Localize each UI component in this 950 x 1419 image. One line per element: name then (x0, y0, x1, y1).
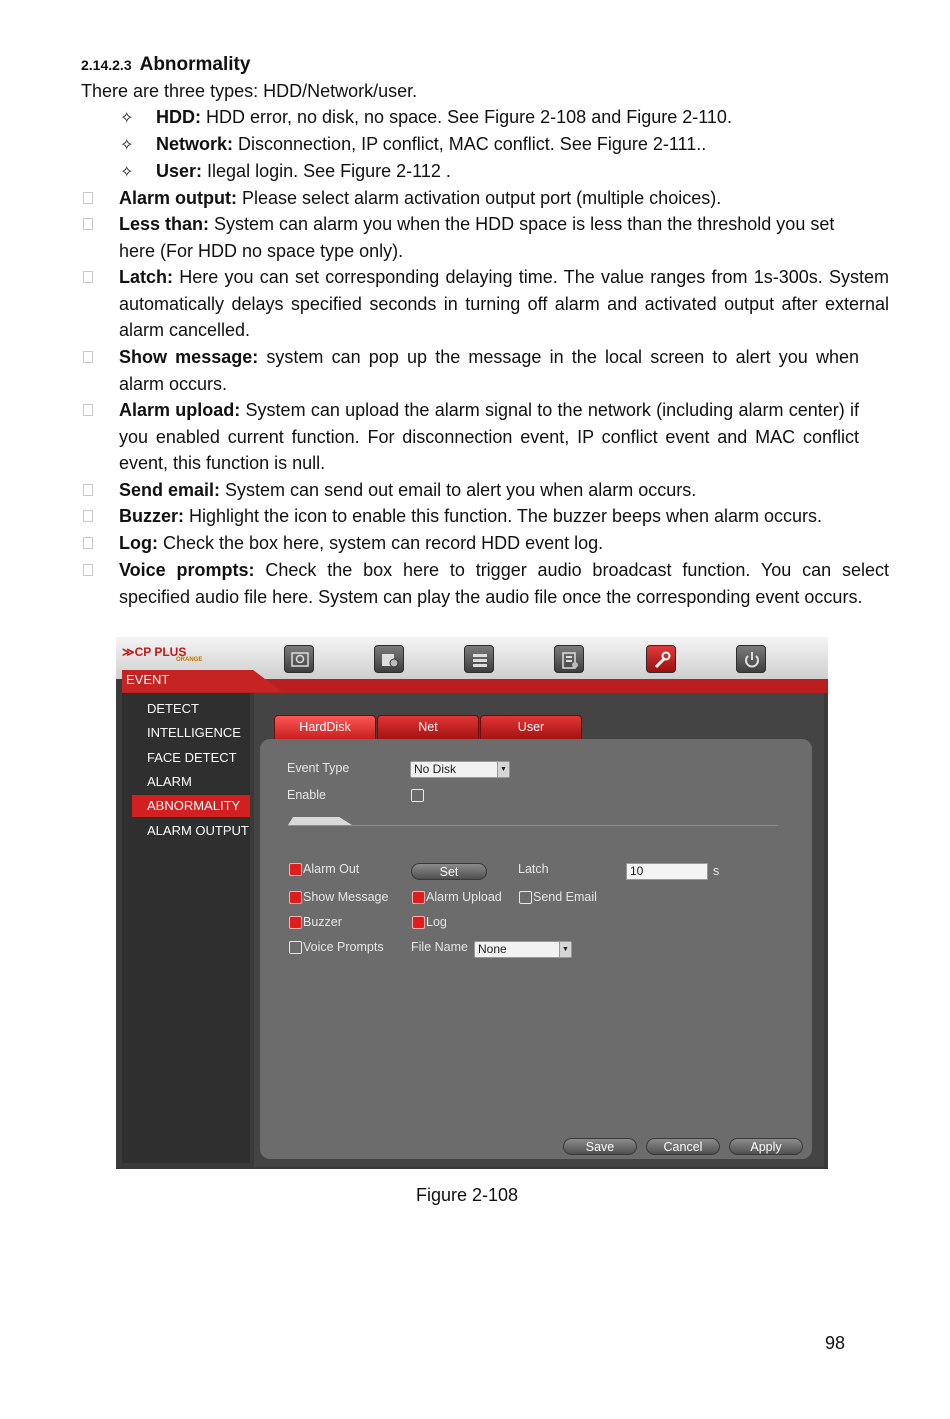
send-email-label: Send Email (533, 890, 597, 904)
square-bullet-icon (83, 351, 93, 363)
file-name-label: File Name (411, 940, 468, 954)
dvr-screenshot (116, 637, 828, 1169)
chevron-down-icon: ▼ (559, 942, 571, 957)
voice-prompts-checkbox[interactable] (289, 941, 302, 954)
intro-text: There are three types: HDD/Network/user. (81, 81, 418, 101)
event-type-select[interactable]: No Disk ▼ (410, 761, 510, 778)
nav-item-alarm[interactable]: ALARM (147, 774, 192, 789)
buzzer-label: Buzzer (303, 915, 342, 929)
file-name-select[interactable]: None ▼ (474, 941, 572, 958)
alarm-out-label: Alarm Out (303, 862, 360, 876)
voice-prompts-label: Voice Prompts (303, 940, 384, 954)
diamond-bullet-icon: ✧ (120, 110, 134, 127)
nav-item-face-detect[interactable]: FACE DETECT (147, 750, 237, 765)
section-title: Abnormality (139, 54, 251, 75)
buzzer-checkbox[interactable] (289, 916, 302, 929)
show-message-checkbox[interactable] (289, 891, 302, 904)
nav-item-abnormality[interactable]: ABNORMALITY (132, 795, 250, 817)
power-icon[interactable] (736, 645, 766, 673)
apply-button[interactable]: Apply (729, 1138, 803, 1155)
chevron-down-icon: ▼ (497, 762, 509, 777)
square-bullet-icon (83, 192, 93, 204)
log-label: Log (426, 915, 447, 929)
settings-panel (260, 739, 812, 1159)
send-email-checkbox[interactable] (519, 891, 532, 904)
square-bullet-icon (83, 510, 93, 522)
section-heading (81, 54, 250, 76)
tab-user[interactable]: User (480, 715, 582, 739)
log-checkbox[interactable] (412, 916, 425, 929)
event-type-label: Event Type (287, 761, 350, 775)
content-area (254, 693, 824, 1167)
square-bullet-icon (83, 404, 93, 416)
alarm-out-checkbox[interactable] (289, 863, 302, 876)
square-bullet-icon (83, 537, 93, 549)
settings-icon[interactable] (646, 645, 676, 673)
type-item-hdd: ✧ HDD: HDD error, no disk, no space. See Figure 2-108 and Figure 2-110. (120, 107, 732, 127)
page-number: 98 (825, 1333, 846, 1353)
type-item-user: ✧ User: Ilegal login. See Figure 2-112 . (120, 161, 451, 181)
enable-checkbox[interactable] (411, 789, 424, 802)
square-bullet-icon (83, 218, 93, 230)
cp-plus-logo: ≫CP PLUS ORANGE (122, 645, 203, 663)
latch-unit: s (713, 864, 720, 878)
diamond-bullet-icon: ✧ (120, 164, 134, 181)
event-sidebar (122, 693, 250, 1163)
alarm-upload-checkbox[interactable] (412, 891, 425, 904)
tab-harddisk[interactable]: HardDisk (274, 715, 376, 739)
latch-input[interactable]: 10 (626, 863, 708, 880)
nav-item-intelligence[interactable]: INTELLIGENCE (147, 725, 241, 740)
square-bullet-icon (83, 564, 93, 576)
divider-tab (288, 817, 352, 825)
nav-item-alarm-output[interactable]: ALARM OUTPUT (147, 823, 249, 838)
square-bullet-icon (83, 484, 93, 496)
enable-label: Enable (287, 788, 326, 802)
alarm-upload-label: Alarm Upload (426, 890, 502, 904)
event-title: EVENT (126, 672, 170, 687)
storage-icon[interactable] (554, 645, 584, 673)
tab-net[interactable]: Net (377, 715, 479, 739)
square-bullet-icon (83, 271, 93, 283)
section-number: 2.14.2.3 (81, 57, 132, 73)
divider-line (288, 825, 778, 826)
record-icon[interactable] (374, 645, 404, 673)
cancel-button[interactable]: Cancel (646, 1138, 720, 1155)
figure-caption: Figure 2-108 (416, 1185, 519, 1205)
diamond-bullet-icon: ✧ (120, 137, 134, 154)
search-icon[interactable] (284, 645, 314, 673)
show-message-label: Show Message (303, 890, 389, 904)
set-button[interactable]: Set (411, 863, 487, 880)
type-item-network: ✧ Network: Disconnection, IP conflict, MAC conflict. See Figure 2-111.. (120, 134, 707, 154)
latch-label: Latch (518, 862, 549, 876)
nav-item-detect[interactable]: DETECT (147, 701, 199, 716)
save-button[interactable]: Save (563, 1138, 637, 1155)
list-icon[interactable] (464, 645, 494, 673)
